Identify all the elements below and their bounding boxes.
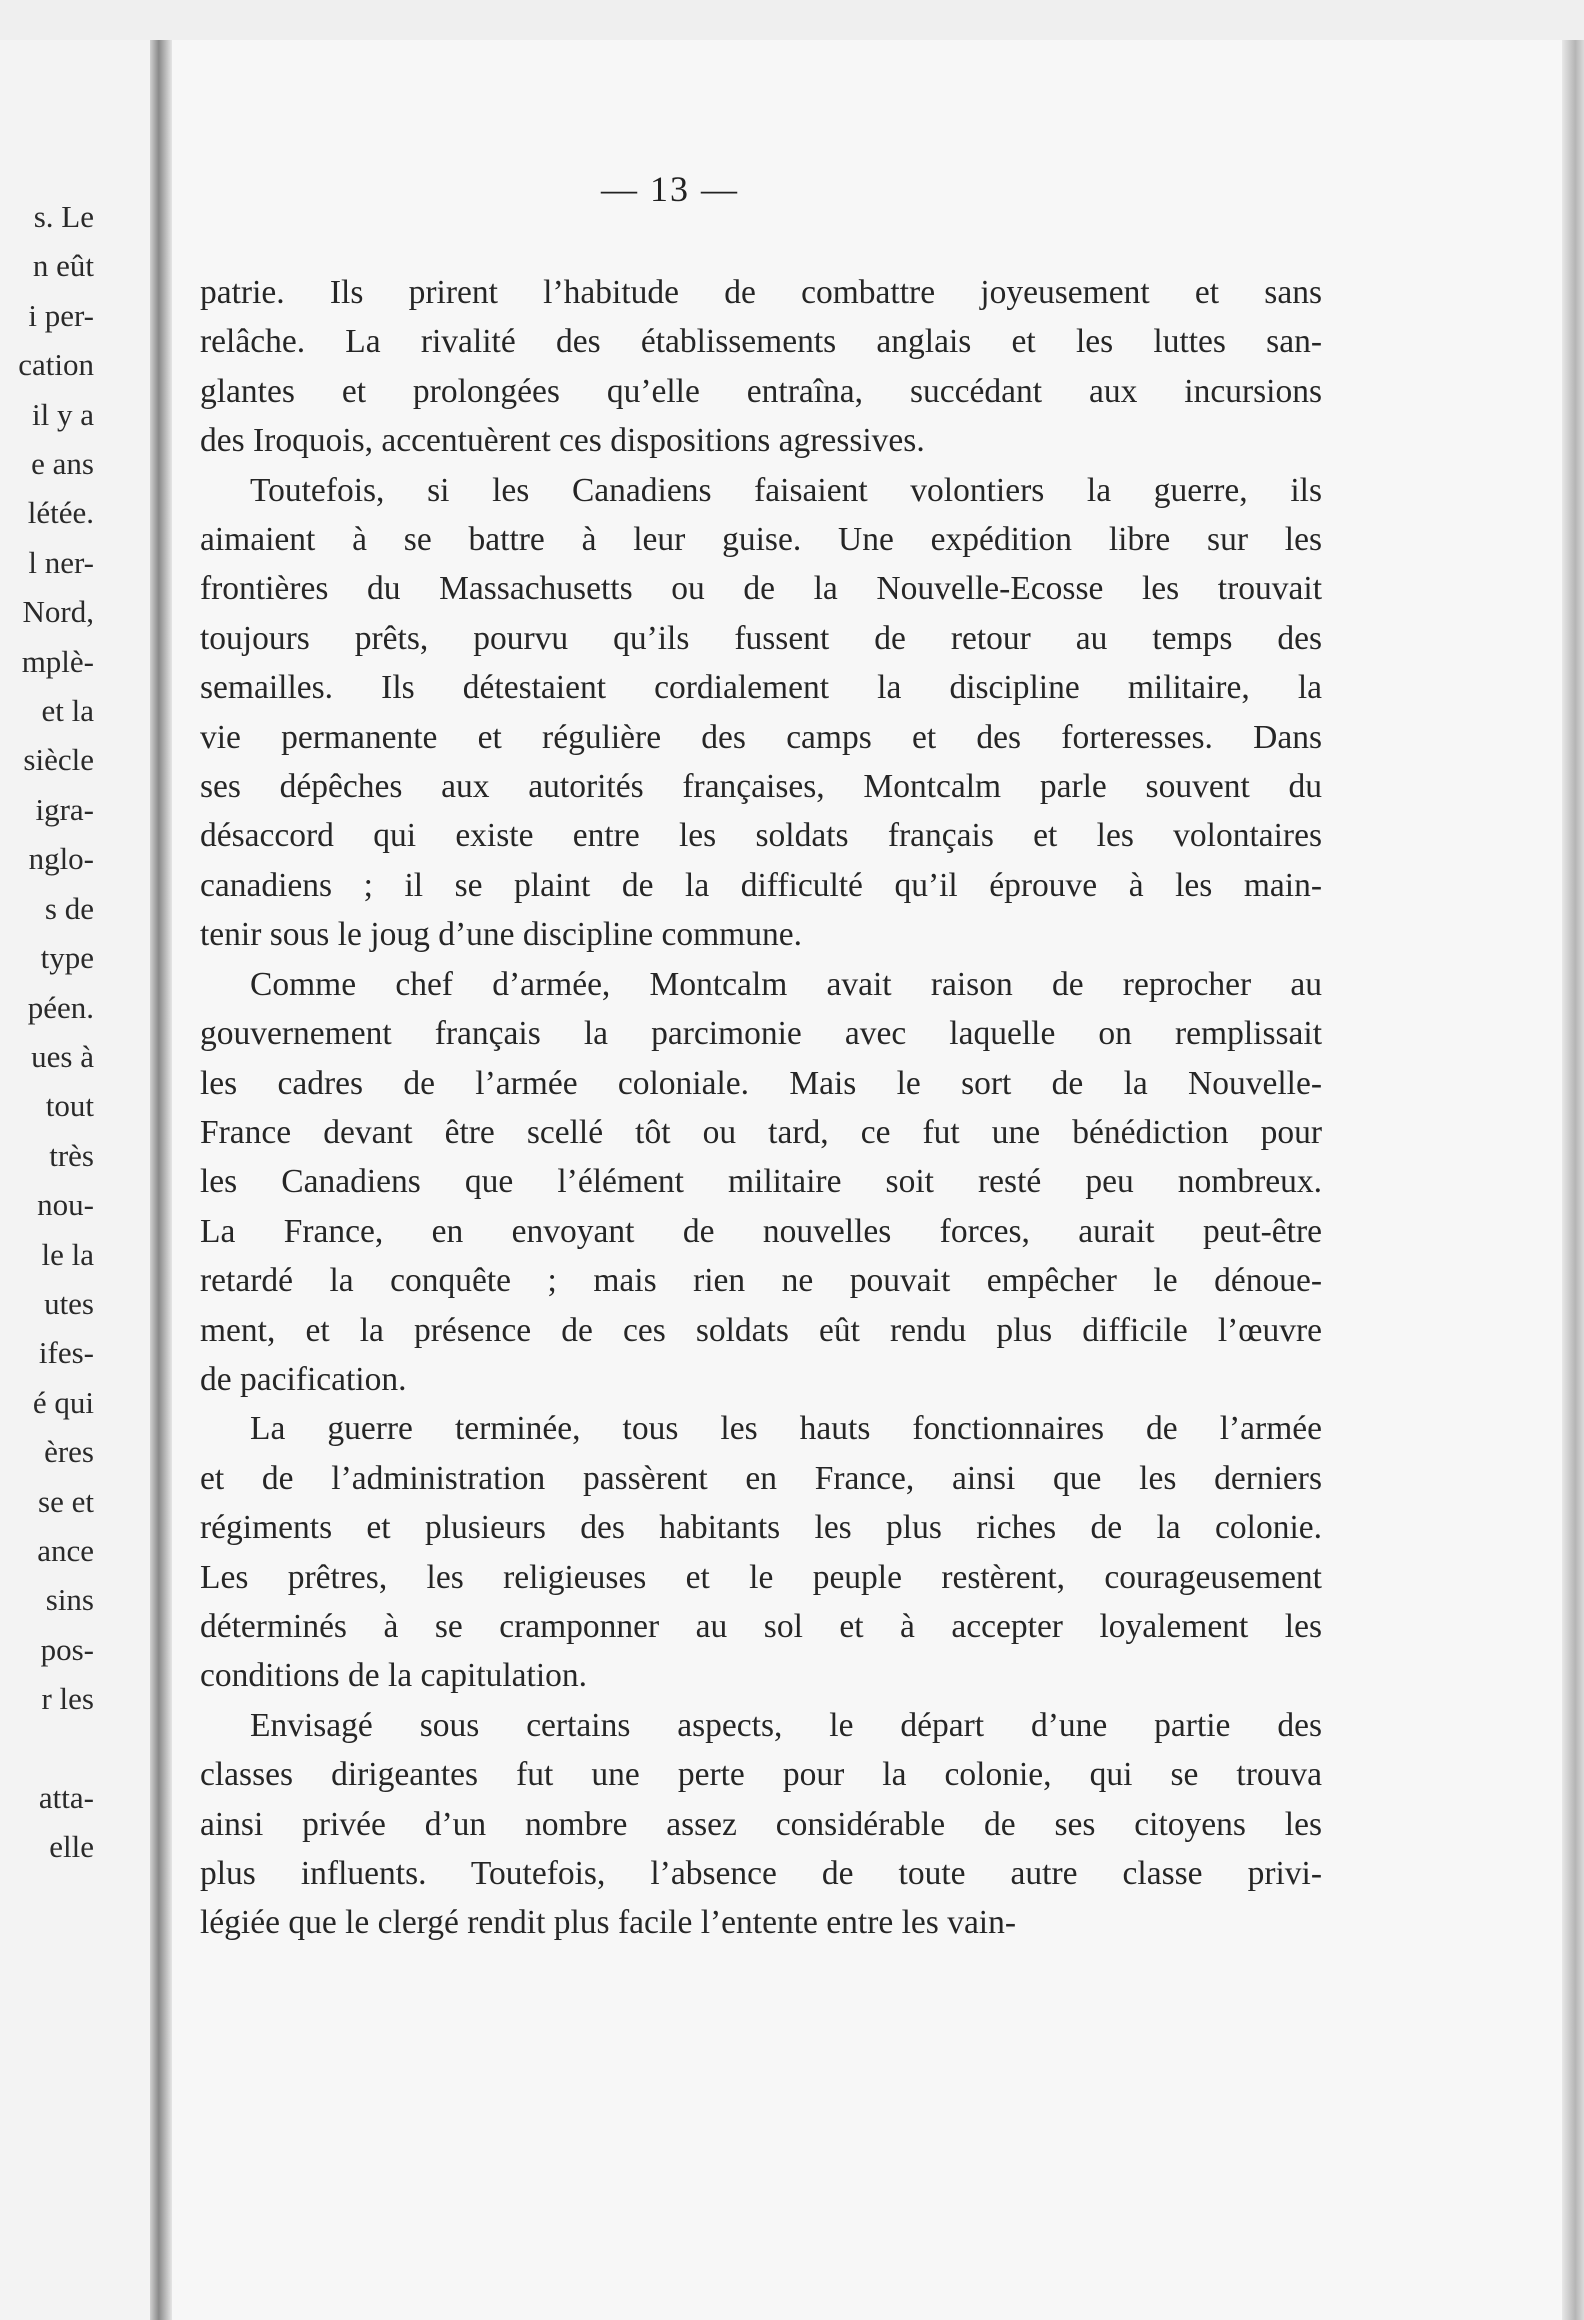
text-line: déterminés à se cramponner au sol et à accepter loyalement les xyxy=(200,1607,1322,1645)
left-page-line: s de xyxy=(44,890,94,926)
left-page-line: utes xyxy=(44,1285,94,1321)
text-line: Les prêtres, les religieuses et le peuple restèrent, courageusement xyxy=(200,1558,1322,1596)
left-page-line: cation xyxy=(18,347,94,383)
left-page-line: le la xyxy=(41,1236,94,1272)
paragraph xyxy=(200,268,1322,466)
paragraph xyxy=(200,466,1322,960)
text-line: légiée que le clergé rendit plus facile l’entente entre les vain- xyxy=(200,1904,1017,1942)
left-page-line: type xyxy=(40,940,94,976)
text-line: ainsi privée d’un nombre assez considérable de ses citoyens les xyxy=(200,1805,1322,1843)
left-page-line: ères xyxy=(44,1434,94,1470)
text-line: ses dépêches aux autorités françaises, Montcalm parle souvent du xyxy=(200,768,1322,806)
left-page-line: elle xyxy=(49,1829,94,1865)
left-page-line: et la xyxy=(41,693,94,729)
left-page-line: siècle xyxy=(23,742,94,778)
left-page-line: igra- xyxy=(35,791,94,827)
text-line: glantes et prolongées qu’elle entraîna, succédant aux incursions xyxy=(200,372,1322,410)
left-page-line: se et xyxy=(38,1483,94,1519)
paragraph xyxy=(200,1404,1322,1700)
left-page-line: atta- xyxy=(38,1780,94,1815)
text-line: gouvernement français la parcimonie avec laquelle on remplissait xyxy=(200,1015,1322,1053)
text-line: relâche. La rivalité des établissements anglais et les luttes san- xyxy=(200,323,1322,361)
text-line: des Iroquois, accentuèrent ces dispositions agressives. xyxy=(200,422,925,460)
left-page-fragment xyxy=(0,40,150,2320)
left-page-line: mplè- xyxy=(21,643,94,679)
left-page-line: il y a xyxy=(32,396,94,432)
left-page-line: s. Le xyxy=(33,199,94,234)
text-line: patrie. Ils prirent l’habitude de combattre joyeusement et sans xyxy=(200,274,1322,311)
left-page-line: ues à xyxy=(31,1038,94,1074)
text-line: les Canadiens que l’élément militaire soit resté peu nombreux. xyxy=(200,1163,1322,1201)
page-edge xyxy=(1562,40,1584,2320)
left-page-line: létée. xyxy=(27,495,94,531)
left-page-line: l ner- xyxy=(28,544,94,580)
text-line: retardé la conquête ; mais rien ne pouvait empêcher le dénoue- xyxy=(200,1262,1322,1300)
left-page-line: nglo- xyxy=(28,841,94,877)
text-line: La France, en envoyant de nouvelles forces, aurait peut-être xyxy=(200,1212,1322,1250)
left-page-line: i per- xyxy=(28,297,94,333)
left-page-line: Nord, xyxy=(22,594,94,630)
left-page-line: sins xyxy=(45,1582,94,1618)
left-page-line: ifes- xyxy=(38,1335,94,1371)
left-page-line: péen. xyxy=(27,989,94,1025)
text-line: vie permanente et régulière des camps et des forteresses. Dans xyxy=(200,718,1322,756)
text-line: les cadres de l’armée coloniale. Mais le sort de la Nouvelle- xyxy=(200,1064,1322,1102)
left-page-line: é qui xyxy=(32,1384,94,1420)
text-line: semailles. Ils détestaient cordialement la discipline militaire, la xyxy=(200,669,1322,707)
text-line: aimaient à se battre à leur guise. Une expédition libre sur les xyxy=(200,521,1322,559)
text-line: Envisagé sous certains aspects, le départ d’une partie des xyxy=(250,1706,1322,1744)
text-line: désaccord qui existe entre les soldats français et les volontaires xyxy=(200,817,1322,855)
left-page-line: nou- xyxy=(37,1187,94,1223)
page-number: — 13 — xyxy=(601,169,739,209)
paragraph xyxy=(200,1701,1322,1948)
text-line: conditions de la capitulation. xyxy=(200,1657,588,1695)
text-line: et de l’administration passèrent en France, ainsi que les derniers xyxy=(200,1459,1322,1497)
left-page-line xyxy=(18,1724,94,1773)
text-line: canadiens ; il se plaint de la difficulté qu’il éprouve à les main- xyxy=(200,866,1322,904)
text-line: ment, et la présence de ces soldats eût rendu plus difficile l’œuvre xyxy=(200,1311,1322,1349)
text-line: tenir sous le joug d’une discipline commune. xyxy=(200,916,802,954)
text-line: classes dirigeantes fut une perte pour la colonie, qui se trouva xyxy=(200,1756,1322,1794)
left-page-line: ance xyxy=(37,1532,94,1568)
text-line: régiments et plusieurs des habitants les plus riches de la colonie. xyxy=(200,1509,1322,1547)
left-page-line: r les xyxy=(41,1681,94,1717)
paragraph xyxy=(200,960,1322,1405)
text-line: Toutefois, si les Canadiens faisaient volontiers la guerre, ils xyxy=(250,471,1322,509)
book-gutter xyxy=(150,40,172,2320)
text-line: frontières du Massachusetts ou de la Nouvelle-Ecosse les trouvait xyxy=(200,570,1322,608)
left-page-line: pos- xyxy=(40,1631,94,1667)
left-page-line: e ans xyxy=(31,446,94,482)
left-page-line: très xyxy=(49,1137,94,1173)
left-page-line: tout xyxy=(45,1088,94,1124)
text-line: France devant être scellé tôt ou tard, ce fut une bénédiction pour xyxy=(200,1113,1322,1151)
text-line: toujours prêts, pourvu qu’ils fussent de retour au temps des xyxy=(200,619,1322,657)
body-text xyxy=(200,268,1322,1948)
text-line: plus influents. Toutefois, l’absence de toute autre classe privi- xyxy=(200,1855,1322,1892)
left-page-text xyxy=(18,192,94,1872)
text-line: de pacification. xyxy=(200,1360,407,1398)
text-line: La guerre terminée, tous les hauts fonctionnaires de l’armée xyxy=(250,1410,1322,1448)
text-line: Comme chef d’armée, Montcalm avait raison de reprocher au xyxy=(250,965,1322,1003)
left-page-line: n eût xyxy=(32,248,94,284)
